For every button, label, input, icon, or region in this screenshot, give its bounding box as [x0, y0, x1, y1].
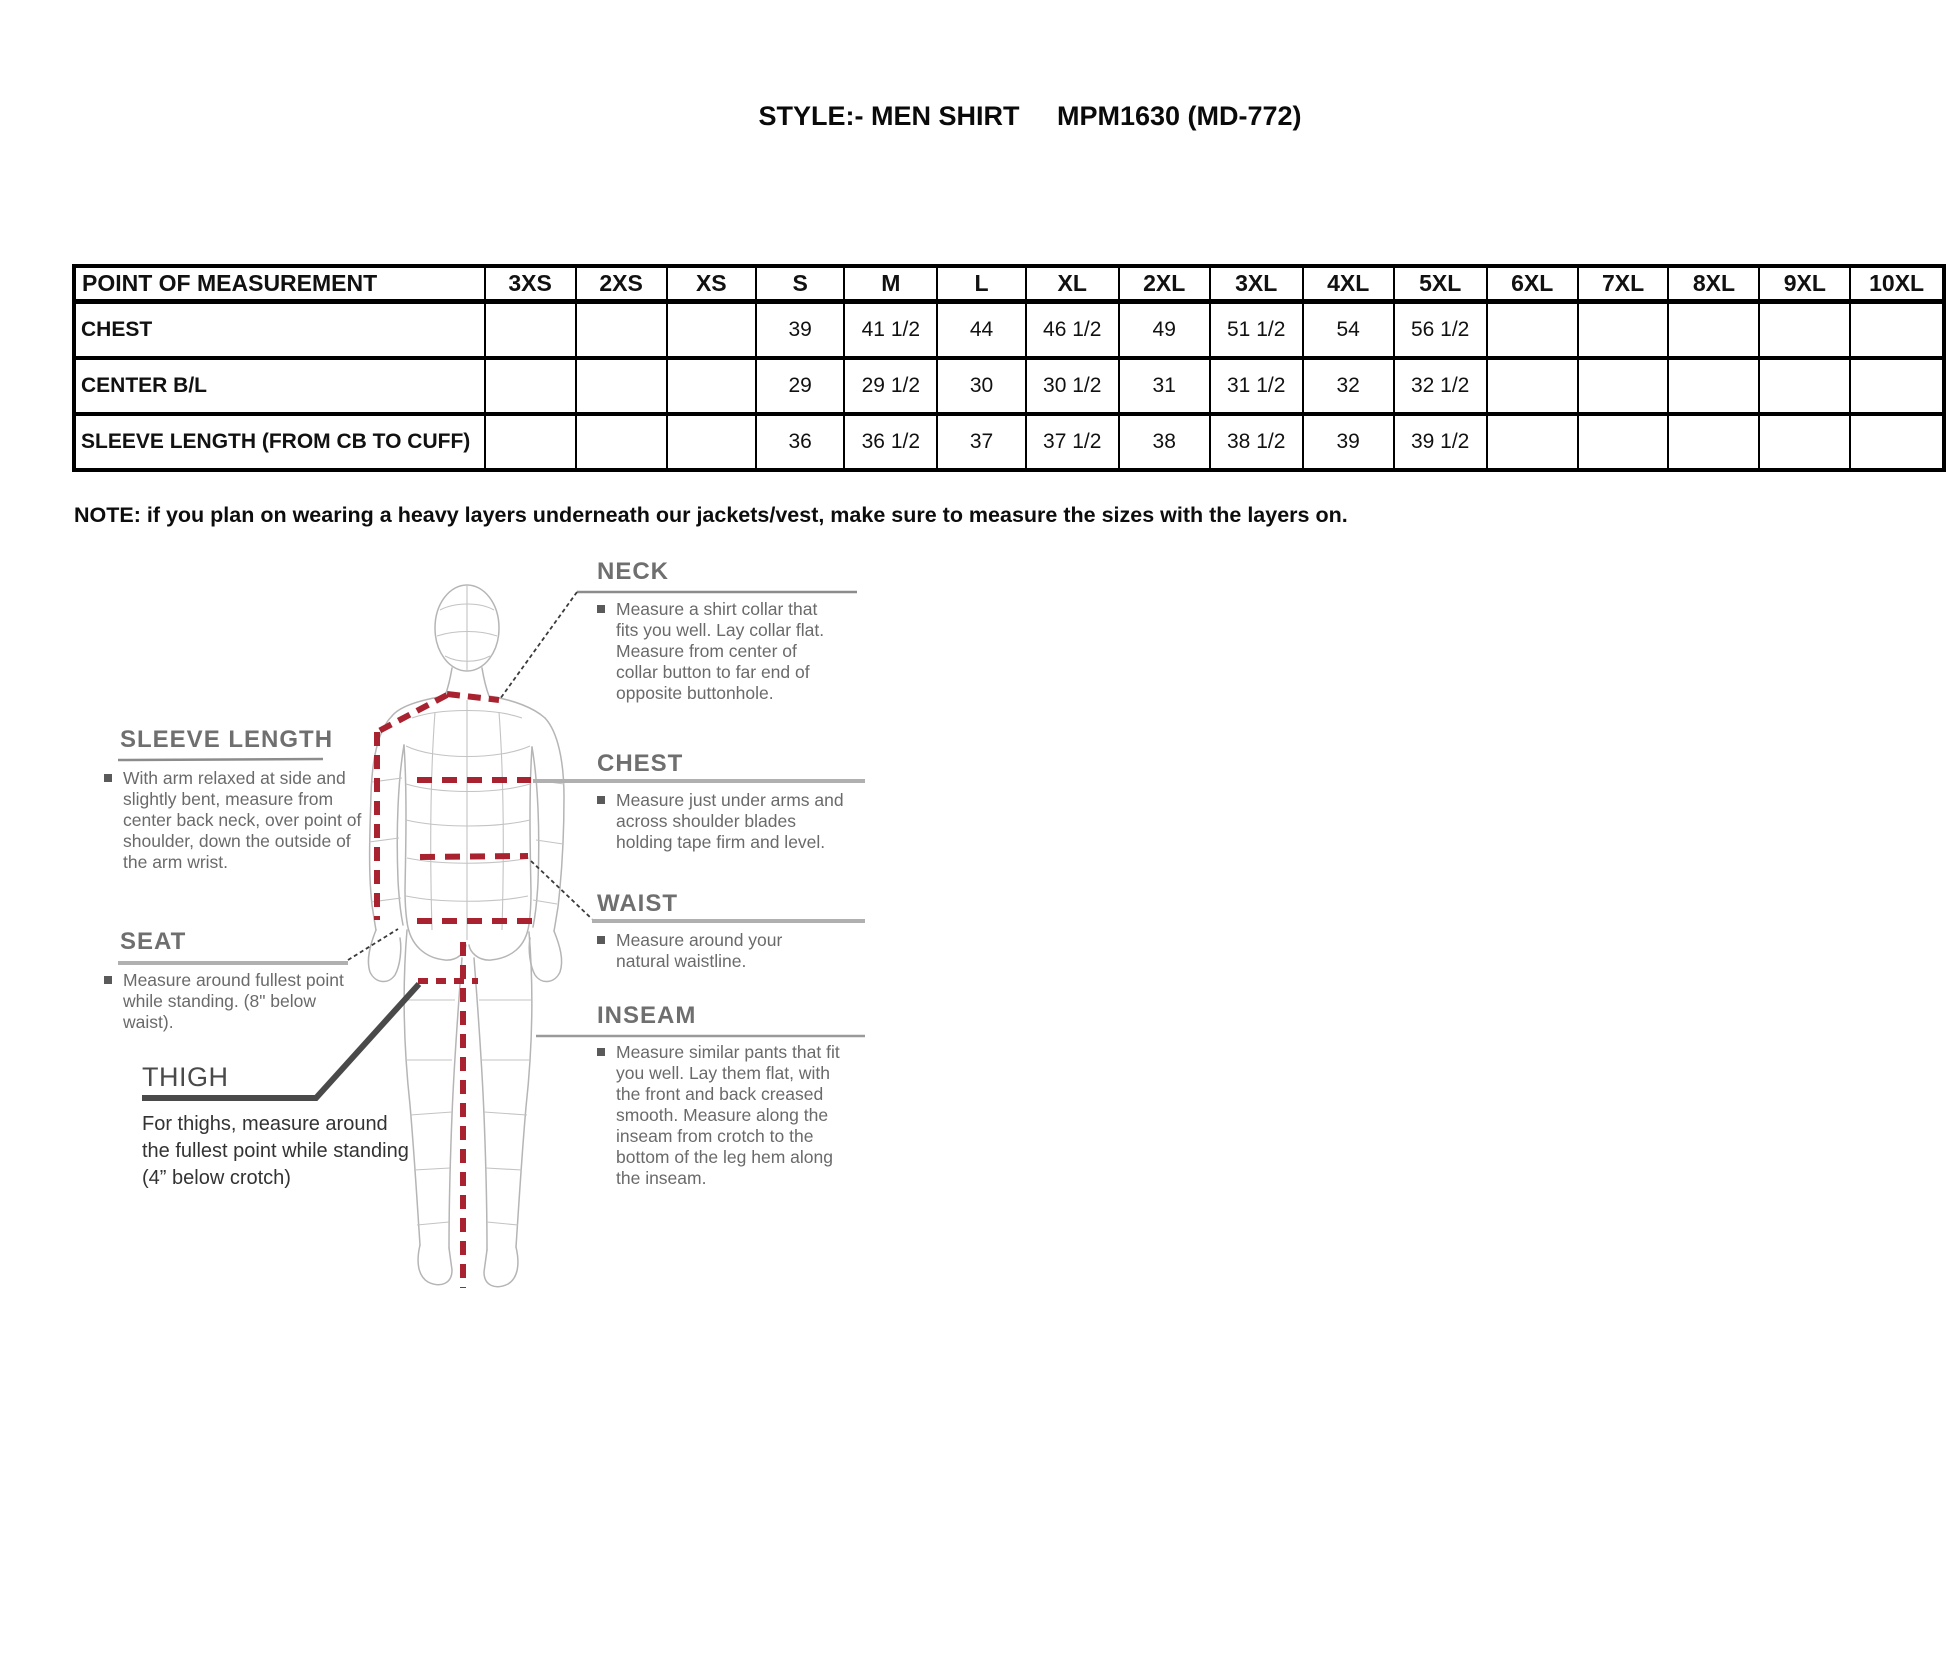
guide-block-inseam [597, 1002, 849, 1189]
size-table-container [72, 264, 1946, 472]
size-value-cell: 36 1/2 [844, 414, 937, 470]
measurement-row-label: CENTER B/L [74, 358, 485, 414]
size-value-cell [1759, 302, 1850, 359]
size-column-header: 4XL [1303, 266, 1394, 302]
size-column-header: XS [667, 266, 756, 302]
chest-description: Measure just under arms and across shoulder blades holding tape firm and level. [616, 790, 844, 852]
size-column-header: 3XS [485, 266, 576, 302]
size-value-cell: 31 1/2 [1210, 358, 1303, 414]
size-column-header: 2XL [1119, 266, 1210, 302]
size-column-header: 2XS [576, 266, 667, 302]
table-row [74, 302, 1944, 359]
size-value-cell: 29 [756, 358, 844, 414]
guide-block-thigh [142, 1062, 412, 1192]
size-column-header: M [844, 266, 937, 302]
size-column-header: S [756, 266, 844, 302]
waist-description: Measure around your natural waistline. [616, 930, 783, 971]
inseam-heading: INSEAM [597, 1002, 697, 1029]
size-column-header: XL [1026, 266, 1119, 302]
page-title: STYLE:- MEN SHIRT MPM1630 (MD-772) [758, 101, 1302, 131]
size-value-cell [1759, 414, 1850, 470]
sleeve-length-heading: SLEEVE LENGTH [120, 726, 334, 753]
size-value-cell [1850, 414, 1944, 470]
size-column-header: 8XL [1668, 266, 1759, 302]
size-value-cell [1850, 302, 1944, 359]
size-value-cell [576, 302, 667, 359]
size-value-cell [1850, 358, 1944, 414]
size-value-cell: 37 [937, 414, 1025, 470]
size-column-header: 7XL [1578, 266, 1669, 302]
size-value-cell: 30 [937, 358, 1025, 414]
size-value-cell: 36 [756, 414, 844, 470]
measurement-row-label: SLEEVE LENGTH (FROM CB TO CUFF) [74, 414, 485, 470]
size-value-cell: 32 1/2 [1394, 358, 1487, 414]
size-value-cell: 30 1/2 [1026, 358, 1119, 414]
size-value-cell: 39 [1303, 414, 1394, 470]
size-column-header: 9XL [1759, 266, 1850, 302]
bullet-square-icon [597, 796, 605, 804]
size-value-cell: 39 1/2 [1394, 414, 1487, 470]
thigh-heading: THIGH [142, 1062, 229, 1092]
size-value-cell [1487, 302, 1578, 359]
size-value-cell [1578, 302, 1669, 359]
bullet-square-icon [597, 1048, 605, 1056]
size-value-cell [667, 358, 756, 414]
size-value-cell: 31 [1119, 358, 1210, 414]
size-value-cell: 49 [1119, 302, 1210, 359]
size-value-cell [667, 414, 756, 470]
size-value-cell: 39 [756, 302, 844, 359]
table-row [74, 358, 1944, 414]
size-column-header: 3XL [1210, 266, 1303, 302]
size-value-cell: 32 [1303, 358, 1394, 414]
neck-description: Measure a shirt collar that fits you well. Lay collar flat. Measure from center of collar button to far end of opposite buttonhole. [616, 599, 825, 703]
size-value-cell [485, 302, 576, 359]
bullet-square-icon [104, 774, 112, 782]
size-value-cell [1759, 358, 1850, 414]
size-value-cell: 44 [937, 302, 1025, 359]
size-value-cell: 56 1/2 [1394, 302, 1487, 359]
table-row [74, 414, 1944, 470]
neck-heading: NECK [597, 558, 670, 585]
size-value-cell [1668, 302, 1759, 359]
size-value-cell: 38 1/2 [1210, 414, 1303, 470]
size-value-cell [1668, 358, 1759, 414]
size-column-header: 6XL [1487, 266, 1578, 302]
chest-heading: CHEST [597, 750, 684, 777]
guide-block-neck [597, 558, 842, 704]
note-text: NOTE: if you plan on wearing a heavy layers underneath our jackets/vest, make sure to measure the sizes with the layers on. [74, 503, 1348, 527]
size-column-header: 5XL [1394, 266, 1487, 302]
seat-description: Measure around fullest point while standing. (8" below waist). [123, 970, 344, 1032]
guide-block-seat [104, 928, 344, 1033]
size-value-cell [485, 414, 576, 470]
thigh-description: For thighs, measure around the fullest point while standing (4” below crotch) [142, 1113, 409, 1189]
size-table-header-row [74, 266, 1944, 302]
size-value-cell [1578, 358, 1669, 414]
size-value-cell: 54 [1303, 302, 1394, 359]
sleeve-length-description: With arm relaxed at side and slightly bent, measure from center back neck, over point of shoulder, down the outside of the arm wrist. [123, 768, 362, 872]
waist-heading: WAIST [597, 890, 678, 917]
bullet-square-icon [104, 976, 112, 984]
size-column-header: L [937, 266, 1025, 302]
guide-block-chest [597, 750, 855, 853]
bullet-square-icon [597, 605, 605, 613]
bullet-square-icon [597, 936, 605, 944]
size-table [72, 264, 1946, 472]
size-value-cell [1668, 414, 1759, 470]
measurement-row-label: CHEST [74, 302, 485, 359]
size-value-cell: 29 1/2 [844, 358, 937, 414]
size-value-cell: 38 [1119, 414, 1210, 470]
inseam-description: Measure similar pants that fit you well. Lay them flat, with the front and back creased smooth. Measure along the inseam from crotch to the bottom of the leg hem along the inseam. [616, 1042, 840, 1188]
size-value-cell: 51 1/2 [1210, 302, 1303, 359]
guide-block-sleeve-length [104, 726, 366, 873]
size-value-cell [667, 302, 756, 359]
size-value-cell [485, 358, 576, 414]
size-value-cell [576, 414, 667, 470]
size-value-cell [576, 358, 667, 414]
size-column-header: 10XL [1850, 266, 1944, 302]
measurement-lines [377, 694, 533, 1288]
size-value-cell [1487, 414, 1578, 470]
size-value-cell: 46 1/2 [1026, 302, 1119, 359]
size-value-cell [1578, 414, 1669, 470]
column-header-point-of-measurement: POINT OF MEASUREMENT [74, 266, 485, 302]
seat-heading: SEAT [120, 928, 187, 955]
guide-block-waist [597, 890, 832, 972]
size-value-cell: 37 1/2 [1026, 414, 1119, 470]
size-value-cell [1487, 358, 1578, 414]
size-value-cell: 41 1/2 [844, 302, 937, 359]
